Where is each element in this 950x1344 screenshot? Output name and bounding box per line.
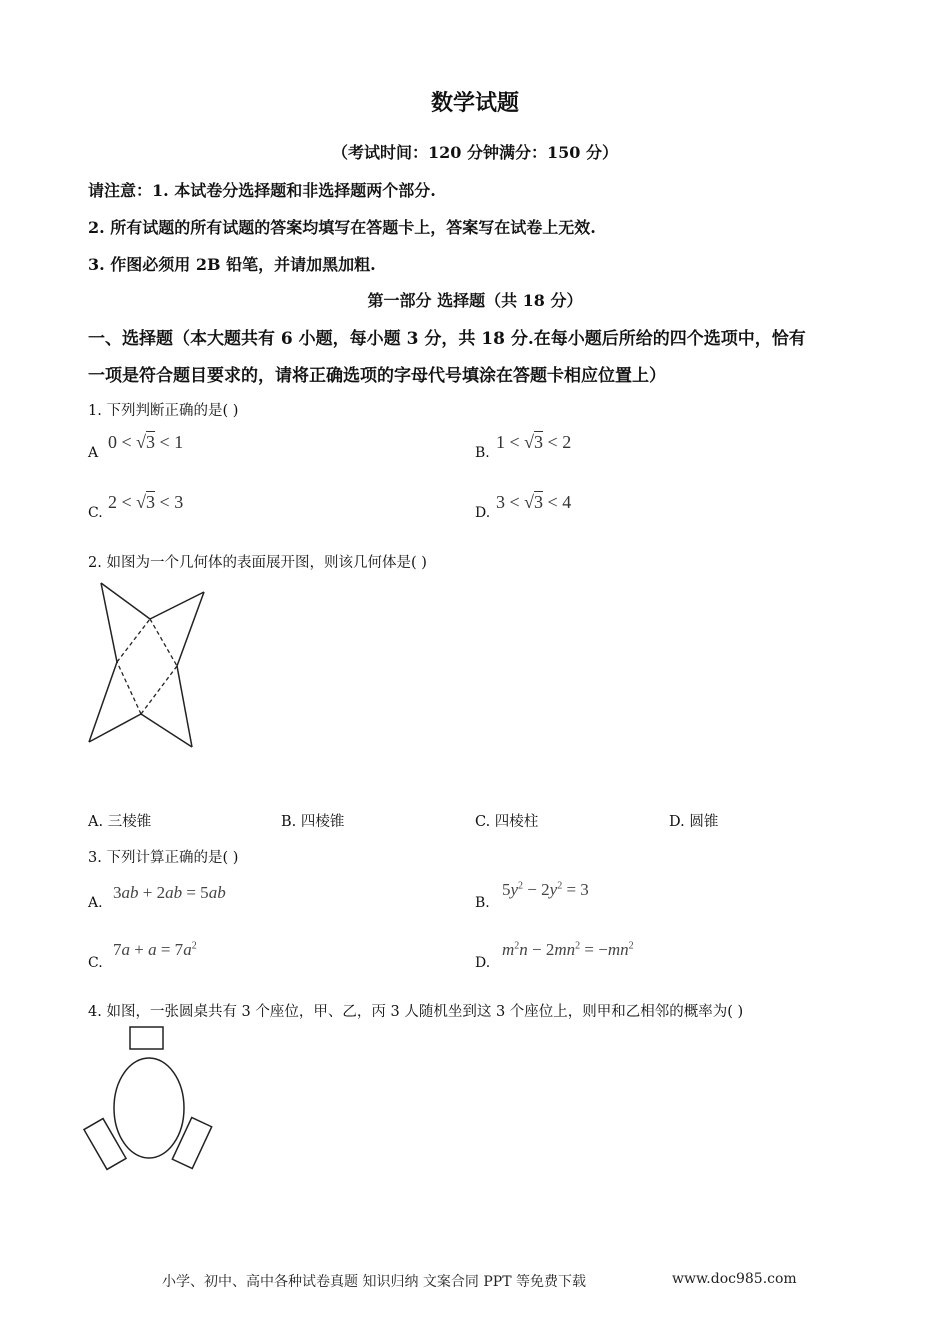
net-fold-line [150, 619, 177, 666]
q1-option-c-label: C. [88, 505, 103, 521]
exam-info: （考试时间：120 分钟满分：150 分） [332, 143, 618, 162]
q3-option-a-formula: 3ab + 2ab = 5ab [113, 883, 226, 902]
seat-right [172, 1118, 211, 1169]
q1-option-b-formula: 1 < √3 < 2 [496, 432, 572, 452]
page-title: 数学试题 [430, 90, 519, 116]
q2-stem: 2. 如图为一个几何体的表面展开图，则该几何体是( ) [88, 555, 427, 571]
net-edge [141, 714, 192, 747]
net-edge [101, 583, 117, 662]
q3-option-c-label: C. [88, 955, 103, 971]
q1-option-b-label: B. [475, 445, 490, 461]
q3-option-c-formula: $7a + a = 7a^2$ [113, 940, 197, 959]
net-fold-line [117, 662, 141, 714]
q2-option-a: A. 三棱锥 [88, 814, 152, 830]
q1-stem: 1. 下列判断正确的是( ) [88, 403, 239, 419]
q3-option-a-label: A. [88, 895, 103, 911]
note-2: 2. 所有试题的所有试题的答案均填写在答题卡上，答案写在试卷上无效. [88, 218, 596, 237]
note-1: 请注意：1. 本试卷分选择题和非选择题两个部分. [88, 181, 436, 200]
q3-option-b-formula: $5y^2 - 2y^2 = 3$ [502, 880, 589, 899]
q1-option-d-formula: 3 < √3 < 4 [496, 492, 572, 512]
net-diagram [80, 575, 220, 760]
section-instructions-line2: 一项是符合题目要求的，请将正确选项的字母代号填涂在答题卡相应位置上） [88, 366, 666, 386]
net-fold-line [117, 619, 150, 662]
net-fold-line [141, 666, 177, 714]
q3-option-d-formula: $m^2n - 2mn^2 = -mn^2$ [502, 940, 634, 959]
q1-option-c-formula: 2 < √3 < 3 [108, 492, 184, 512]
q2-option-b: B. 四棱锥 [281, 814, 345, 830]
q1-option-a-formula: 0 < √3 < 1 [108, 432, 184, 452]
net-edge [101, 583, 150, 619]
q1-option-a-label: A [88, 445, 99, 461]
seat-top [130, 1027, 163, 1049]
q2-option-c: C. 四棱柱 [475, 814, 539, 830]
q1-option-d-label: D. [475, 505, 491, 521]
q3-option-d-label: D. [475, 955, 491, 971]
footer-text: 小学、初中、高中各种试卷真题 知识归纳 文案合同 PPT 等免费下载 [162, 1274, 586, 1290]
footer-link[interactable]: www.doc985.com [672, 1271, 797, 1287]
seat-left [84, 1119, 126, 1170]
q3-stem: 3. 下列计算正确的是( ) [88, 850, 239, 866]
q2-option-d: D. 圆锥 [669, 814, 719, 830]
table-ellipse [114, 1058, 184, 1158]
net-edge [177, 666, 192, 747]
q4-stem: 4. 如图，一张圆桌共有 3 个座位，甲、乙，丙 3 人随机坐到这 3 个座位上，则甲和乙相邻的概率为( ) [88, 1004, 744, 1020]
part-title: 第一部分 选择题（共 18 分） [367, 291, 583, 310]
q3-option-b-label: B. [475, 895, 490, 911]
note-3: 3. 作图必须用 2B 铅笔，并请加黑加粗. [88, 255, 376, 274]
round-table-diagram [80, 1022, 220, 1172]
section-instructions-line1: 一、选择题（本大题共有 6 小题，每小题 3 分，共 18 分.在每小题后所给的四个选项中，恰有 [88, 329, 806, 349]
